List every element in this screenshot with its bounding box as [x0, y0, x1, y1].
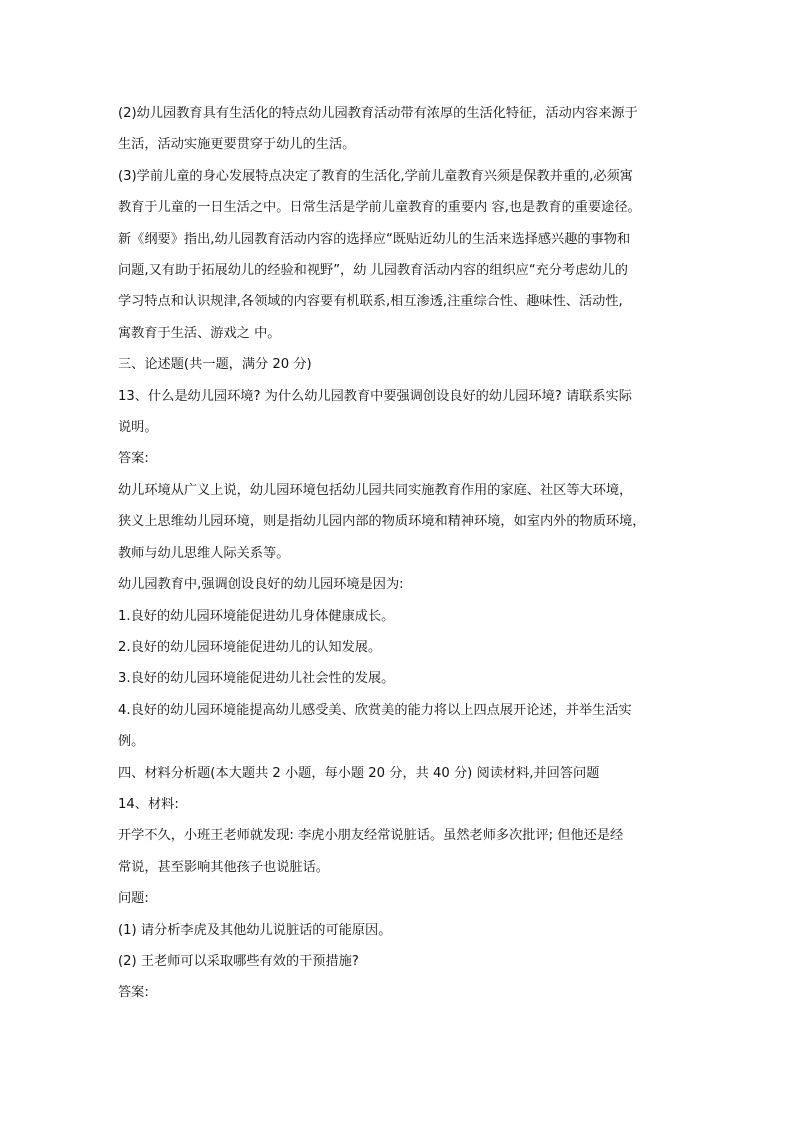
section-heading: 三、论述题(共一题，满分 20 分): [118, 357, 312, 373]
question-text: 13、什么是幼儿园环境? 为什么幼儿园教育中要强调创设良好的幼儿园环境? 请联系实际: [118, 388, 632, 404]
text-line: 狭义上思维幼儿园环境，则是指幼儿园内部的物质环境和精神环境，如室内外的物质环境，: [118, 514, 646, 530]
text-line: 开学不久，小班王老师就发现: 李虎小朋友经常说脏话。虽然老师多次批评; 但他还是经: [118, 828, 624, 844]
document-body: [118, 98, 688, 1009]
list-item: 2.良好的幼儿园环境能促进幼儿的认知发展。: [118, 639, 382, 655]
list-item: (1) 请分析李虎及其他幼儿说脏话的可能原因。: [118, 922, 392, 938]
answer-label: 答案:: [118, 451, 149, 467]
list-item: 1.良好的幼儿园环境能促进幼儿身体健康成长。: [118, 608, 395, 624]
text-line: (2)幼儿园教育具有生活化的特点幼儿园教育活动带有浓厚的生活化特征，活动内容来源于: [118, 106, 638, 121]
text-line: 例。: [118, 734, 145, 750]
list-item: (2) 王老师可以采取哪些有效的干预措施?: [118, 953, 359, 969]
text-line: 问题,又有助于拓展幼儿的经验和视野”，幼 儿园教育活动内容的组织应“充分考虑幼儿的: [118, 263, 628, 279]
text-line: 新《纲要》指出,幼儿园教育活动内容的选择应“既贴近幼儿的生活来选择感兴趣的事物和: [118, 231, 631, 247]
text-line: 寓教育于生活、游戏之 中。: [118, 325, 281, 341]
text-line: 常说，甚至影响其他孩子也说脏话。: [118, 859, 329, 875]
text-line: 生活，活动实施更要贯穿于幼儿的生活。: [118, 137, 356, 153]
question-text: 14、材料:: [118, 796, 179, 812]
text-line: (3)学前儿童的身心发展特点决定了教育的生活化,学前儿童教育兴须是保教并重的,必须寓: [118, 168, 633, 184]
section-heading: 四、材料分析题(本大题共 2 小题，每小题 20 分，共 40 分) 阅读材料,并回答问题: [118, 765, 600, 781]
text-line: 幼儿园教育中,强调创设良好的幼儿园环境是因为:: [118, 577, 404, 593]
answer-label: 答案:: [118, 985, 149, 1001]
question-label: 问题:: [118, 891, 149, 907]
list-item: 3.良好的幼儿园环境能促进幼儿社会性的发展。: [118, 671, 395, 687]
list-item: 4.良好的幼儿园环境能提高幼儿感受美、欣赏美的能力将以上四点展开论述，并举生活实: [118, 702, 632, 718]
text-line: 教育于儿童的一日生活之中。日常生活是学前儿童教育的重要内 容,也是教育的重要途径。: [118, 200, 641, 216]
question-text: 说明。: [118, 420, 158, 436]
text-line: 学习特点和认识规津,各领域的内容要有机联系,相互渗透,注重综合性、趣味性、活动性,: [118, 294, 623, 310]
text-line: 教师与幼儿思维人际关系等。: [118, 545, 290, 561]
text-line: 幼儿环境从广义上说，幼儿园环境包括幼儿园共同实施教育作用的家庭、社区等大环境，: [118, 482, 633, 498]
